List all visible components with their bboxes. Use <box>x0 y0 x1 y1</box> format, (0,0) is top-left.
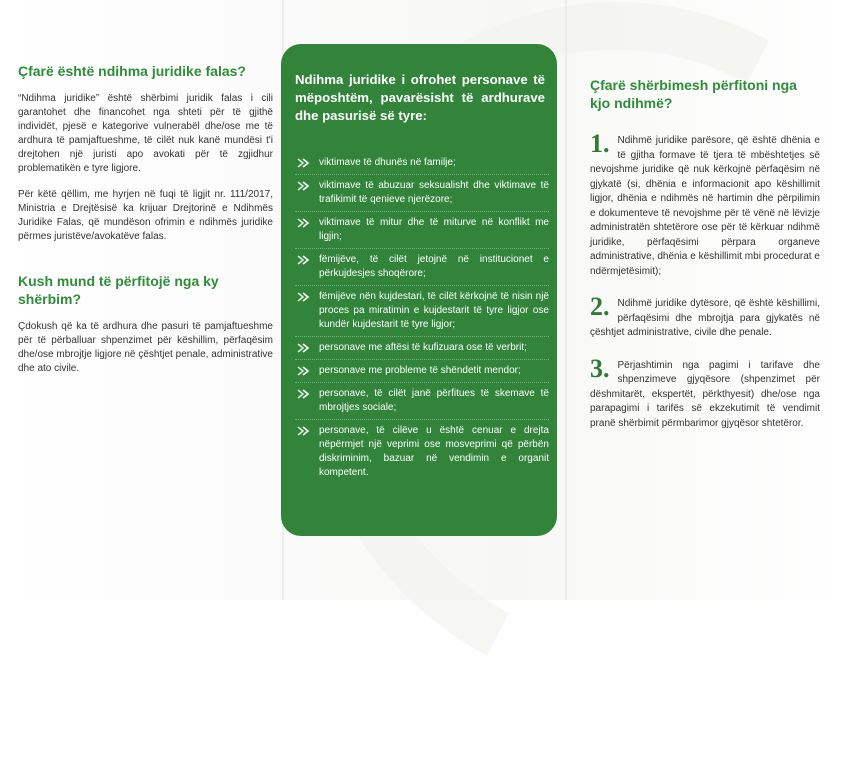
beneficiary-list <box>295 152 549 484</box>
service-text: Ndihmë juridike dytësore, që është këshillimi, përfaqësimi dhe mbrojtja para gjykatës në çështjet administrative, civile dhe penale. <box>590 298 820 338</box>
service-number: 1. <box>590 129 610 158</box>
heading-who-benefits: Kush mund të përfitojë nga ky shërbim? <box>18 273 219 307</box>
service-item <box>590 129 820 279</box>
chevron-right-icon <box>297 292 311 302</box>
list-item <box>295 249 549 286</box>
list-item-text: viktimave të dhunës në familje; <box>319 157 456 168</box>
chevron-right-icon <box>297 426 311 436</box>
service-text: Përjashtimin nga pagimi i tarifave dhe shpenzimeve gjyqësore (shpenzimet për dëshmitarët, ekspertët, përkthyesit) dhe/ose nga parapagimi i tarifës së ekzekutimit të vendimit pranë shërbimit përmbarimor gjyqësor shtetëror. <box>590 359 820 429</box>
paragraph-definition: “Ndihma juridike” është shërbimi juridik falas i cili garantohet dhe financohet nga shteti për të gjithë individët, pjesë e kategorive vulnerabël dhe/ose me të ardhura të pamjaftueshme, të cilët nuk kanë mundësi t'i drejtohen një juristi apo avokati për të zgjidhur problematikën e tyre ligjore. <box>18 93 273 174</box>
chevron-right-icon <box>297 366 311 376</box>
chevron-right-icon <box>297 158 311 168</box>
list-item-text: personave me aftësi të kufizuara ose të verbrit; <box>319 342 527 353</box>
chevron-right-icon <box>297 181 311 191</box>
heading-services: Çfarë shërbimesh përfitoni nga kjo ndihmë? <box>590 77 797 111</box>
list-item-text: fëmijëve nën kujdestari, të cilët kërkojnë të nisin një proces pa miratimin e kujdestarit të tyre ligjor ose kundër kujdestarit të tyre ligjor; <box>319 291 549 330</box>
service-number: 3. <box>590 353 610 383</box>
fold-line <box>565 0 567 600</box>
chevron-right-icon <box>297 389 311 399</box>
chevron-right-icon <box>297 343 311 353</box>
panel-heading: Ndihma juridike i ofrohet personave të mëposhtëm, pavarësisht të ardhurave dhe pasurisë së tyre: <box>295 72 545 123</box>
list-item <box>295 383 549 420</box>
list-item <box>295 175 549 212</box>
list-item-text: viktimave të mitur dhe të miturve në konflikt me ligjin; <box>319 217 549 242</box>
list-item <box>295 420 549 484</box>
list-item-text: personave, të cilët janë përfitues të skemave të mbrojtjes sociale; <box>319 388 549 413</box>
services-list <box>590 129 820 431</box>
heading-what-is-legal-aid: Çfarë është ndihma juridike falas? <box>18 63 246 79</box>
list-item-text: personave me probleme të shëndetit mendor; <box>319 365 521 376</box>
paragraph-eligibility: Çdokush që ka të ardhura dhe pasuri të pamjaftueshme për të përballuar shpenzimet për këshillim, përfaqësim dhe/ose mbrojtje ligjore në çështjet penale, administrative dhe ato civile. <box>18 321 273 374</box>
chevron-right-icon <box>297 255 311 265</box>
list-item-text: personave, të cilëve u është cenuar e drejta nëpërmjet një veprimi ose mosveprimi që përbën diskriminim, bazuar në vendimin e organit kompetent. <box>319 425 549 478</box>
right-column <box>590 76 820 449</box>
list-item <box>295 337 549 360</box>
chevron-right-icon <box>297 218 311 228</box>
green-panel <box>281 44 557 536</box>
service-number: 2. <box>590 292 610 321</box>
paragraph-law: Për këtë qëllim, me hyrjen në fuqi të ligjit nr. 111/2017, Ministria e Drejtësisë ka krijuar Drejtorinë e Ndihmës Juridike Falas, që mundëson ofrimin e ndihmës juridike përmes juristëve/avokatëve falas. <box>18 189 273 242</box>
left-column <box>18 62 273 388</box>
list-item-text: viktimave të abuzuar seksualisht dhe viktimave të trafikimit të qenieve njerëzore; <box>319 180 549 205</box>
list-item <box>295 286 549 337</box>
list-item <box>295 212 549 249</box>
service-text: Ndihmë juridike parësore, që është dhënia e të gjitha formave të tjera të mbështetjes së nevojshme juridike që nuk kërkojnë përfaqësim në gjykatë (si, dhënia e informacionit apo këshillimit ligjor, dhënia e ndihmës në hartimin dhe përpilimin e dokumenteve të nevojshme për të vënë në lëvizje administratën shtetërore ose për të kërkuar ndihmë juridike, përfaqësimi përpara organeve administrative, dhënia e këshillimit mbi procedurat e ndërmjetësimit); <box>590 135 820 277</box>
service-item <box>590 292 820 341</box>
list-item <box>295 360 549 383</box>
list-item <box>295 152 549 175</box>
service-item <box>590 353 820 432</box>
list-item-text: fëmijëve, të cilët jetojnë në institucionet e përkujdesjes shoqërore; <box>319 254 549 279</box>
